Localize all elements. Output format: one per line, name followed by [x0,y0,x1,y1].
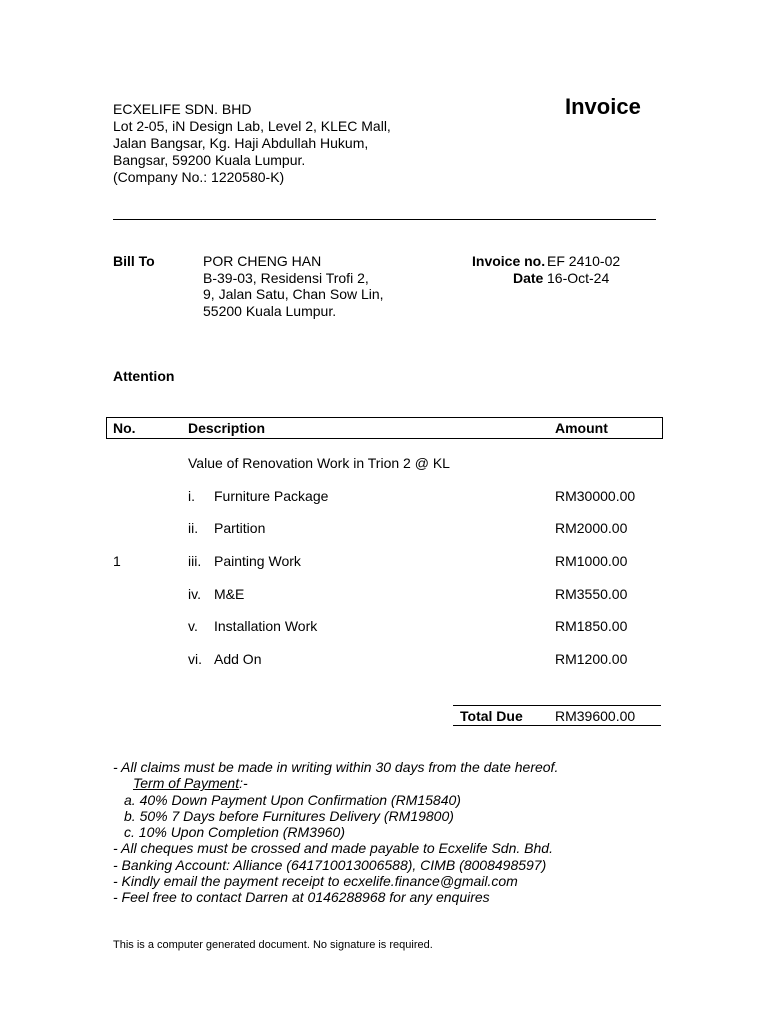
note-cheques: - All cheques must be crossed and made payable to Ecxelife Sdn. Bhd. [113,840,553,857]
item-amount: RM1000.00 [555,553,628,569]
date-label: Date [513,270,544,286]
column-header-amount: Amount [555,420,608,436]
customer-address-line: 55200 Kuala Lumpur. [203,302,337,319]
term-b: b. 50% 7 Days before Furnitures Delivery (RM19800) [124,807,454,824]
header-divider [113,219,656,220]
footer-disclaimer: This is a computer generated document. No signature is required. [113,939,433,951]
attention-label: Attention [113,368,175,384]
invoice-no-value: EF 2410-02 [547,253,621,269]
item-description: Furniture Package [214,488,329,504]
item-amount: RM3550.00 [555,586,628,602]
item-description: Partition [214,520,266,536]
total-due-label: Total Due [460,708,523,724]
company-address-line: Lot 2-05, iN Design Lab, Level 2, KLEC Mall, [113,118,391,134]
note-claims: - All claims must be made in writing within 30 days from the date hereof. [113,759,559,775]
bill-to-address [203,253,384,319]
item-amount: RM1850.00 [555,618,628,634]
column-header-description: Description [188,420,266,436]
item-amount: RM1200.00 [555,651,628,667]
customer-address-line: B-39-03, Residensi Trofi 2, [203,269,369,286]
item-number: ii. [188,520,199,536]
item-number: i. [188,488,195,504]
customer-address-line: 9, Jalan Satu, Chan Sow Lin, [203,286,384,302]
bill-to-label: Bill To [113,253,155,269]
term-of-payment-suffix: :- [239,775,248,792]
note-email: - Kindly email the payment receipt to ecxelife.finance@gmail.com [113,873,518,890]
row-number: 1 [113,553,121,569]
item-description: Painting Work [214,553,301,569]
item-description: M&E [214,586,245,602]
item-number: iii. [188,553,202,569]
term-of-payment-label: Term of Payment [133,775,240,792]
item-number: v. [188,618,198,634]
item-amount: RM30000.00 [555,488,636,504]
total-due-value: RM39600.00 [555,708,636,724]
term-a: a. 40% Down Payment Upon Confirmation (RM15840) [124,791,461,808]
total-divider-top [453,705,661,706]
company-address-line: Jalan Bangsar, Kg. Haji Abdullah Hukum, [113,135,369,151]
invoice-no-label: Invoice no. [472,253,546,269]
company-name: ECXELIFE SDN. BHD [113,101,252,117]
item-description: Installation Work [214,618,318,634]
item-description: Add On [214,651,262,667]
document-title: Invoice [565,94,641,119]
date-value: 16-Oct-24 [547,270,610,286]
note-banking: - Banking Account: Alliance (641710013006588), CIMB (8008498597) [113,856,547,873]
company-number: (Company No.: 1220580-K) [113,169,285,185]
item-number: iv. [188,586,201,602]
company-address-line: Bangsar, 59200 Kuala Lumpur. [113,152,306,168]
item-amount: RM2000.00 [555,520,628,536]
main-description: Value of Renovation Work in Trion 2 @ KL [188,455,450,471]
note-contact: - Feel free to contact Darren at 0146288968 for any enquires [113,889,490,906]
total-divider-bottom [453,725,661,726]
term-of-payment-heading [113,775,558,791]
company-address [113,101,391,186]
customer-name: POR CHENG HAN [203,253,322,269]
column-header-no: No. [113,420,136,436]
item-number: vi. [188,651,202,667]
term-c: c. 10% Upon Completion (RM3960) [124,824,345,841]
payment-notes [113,759,558,906]
